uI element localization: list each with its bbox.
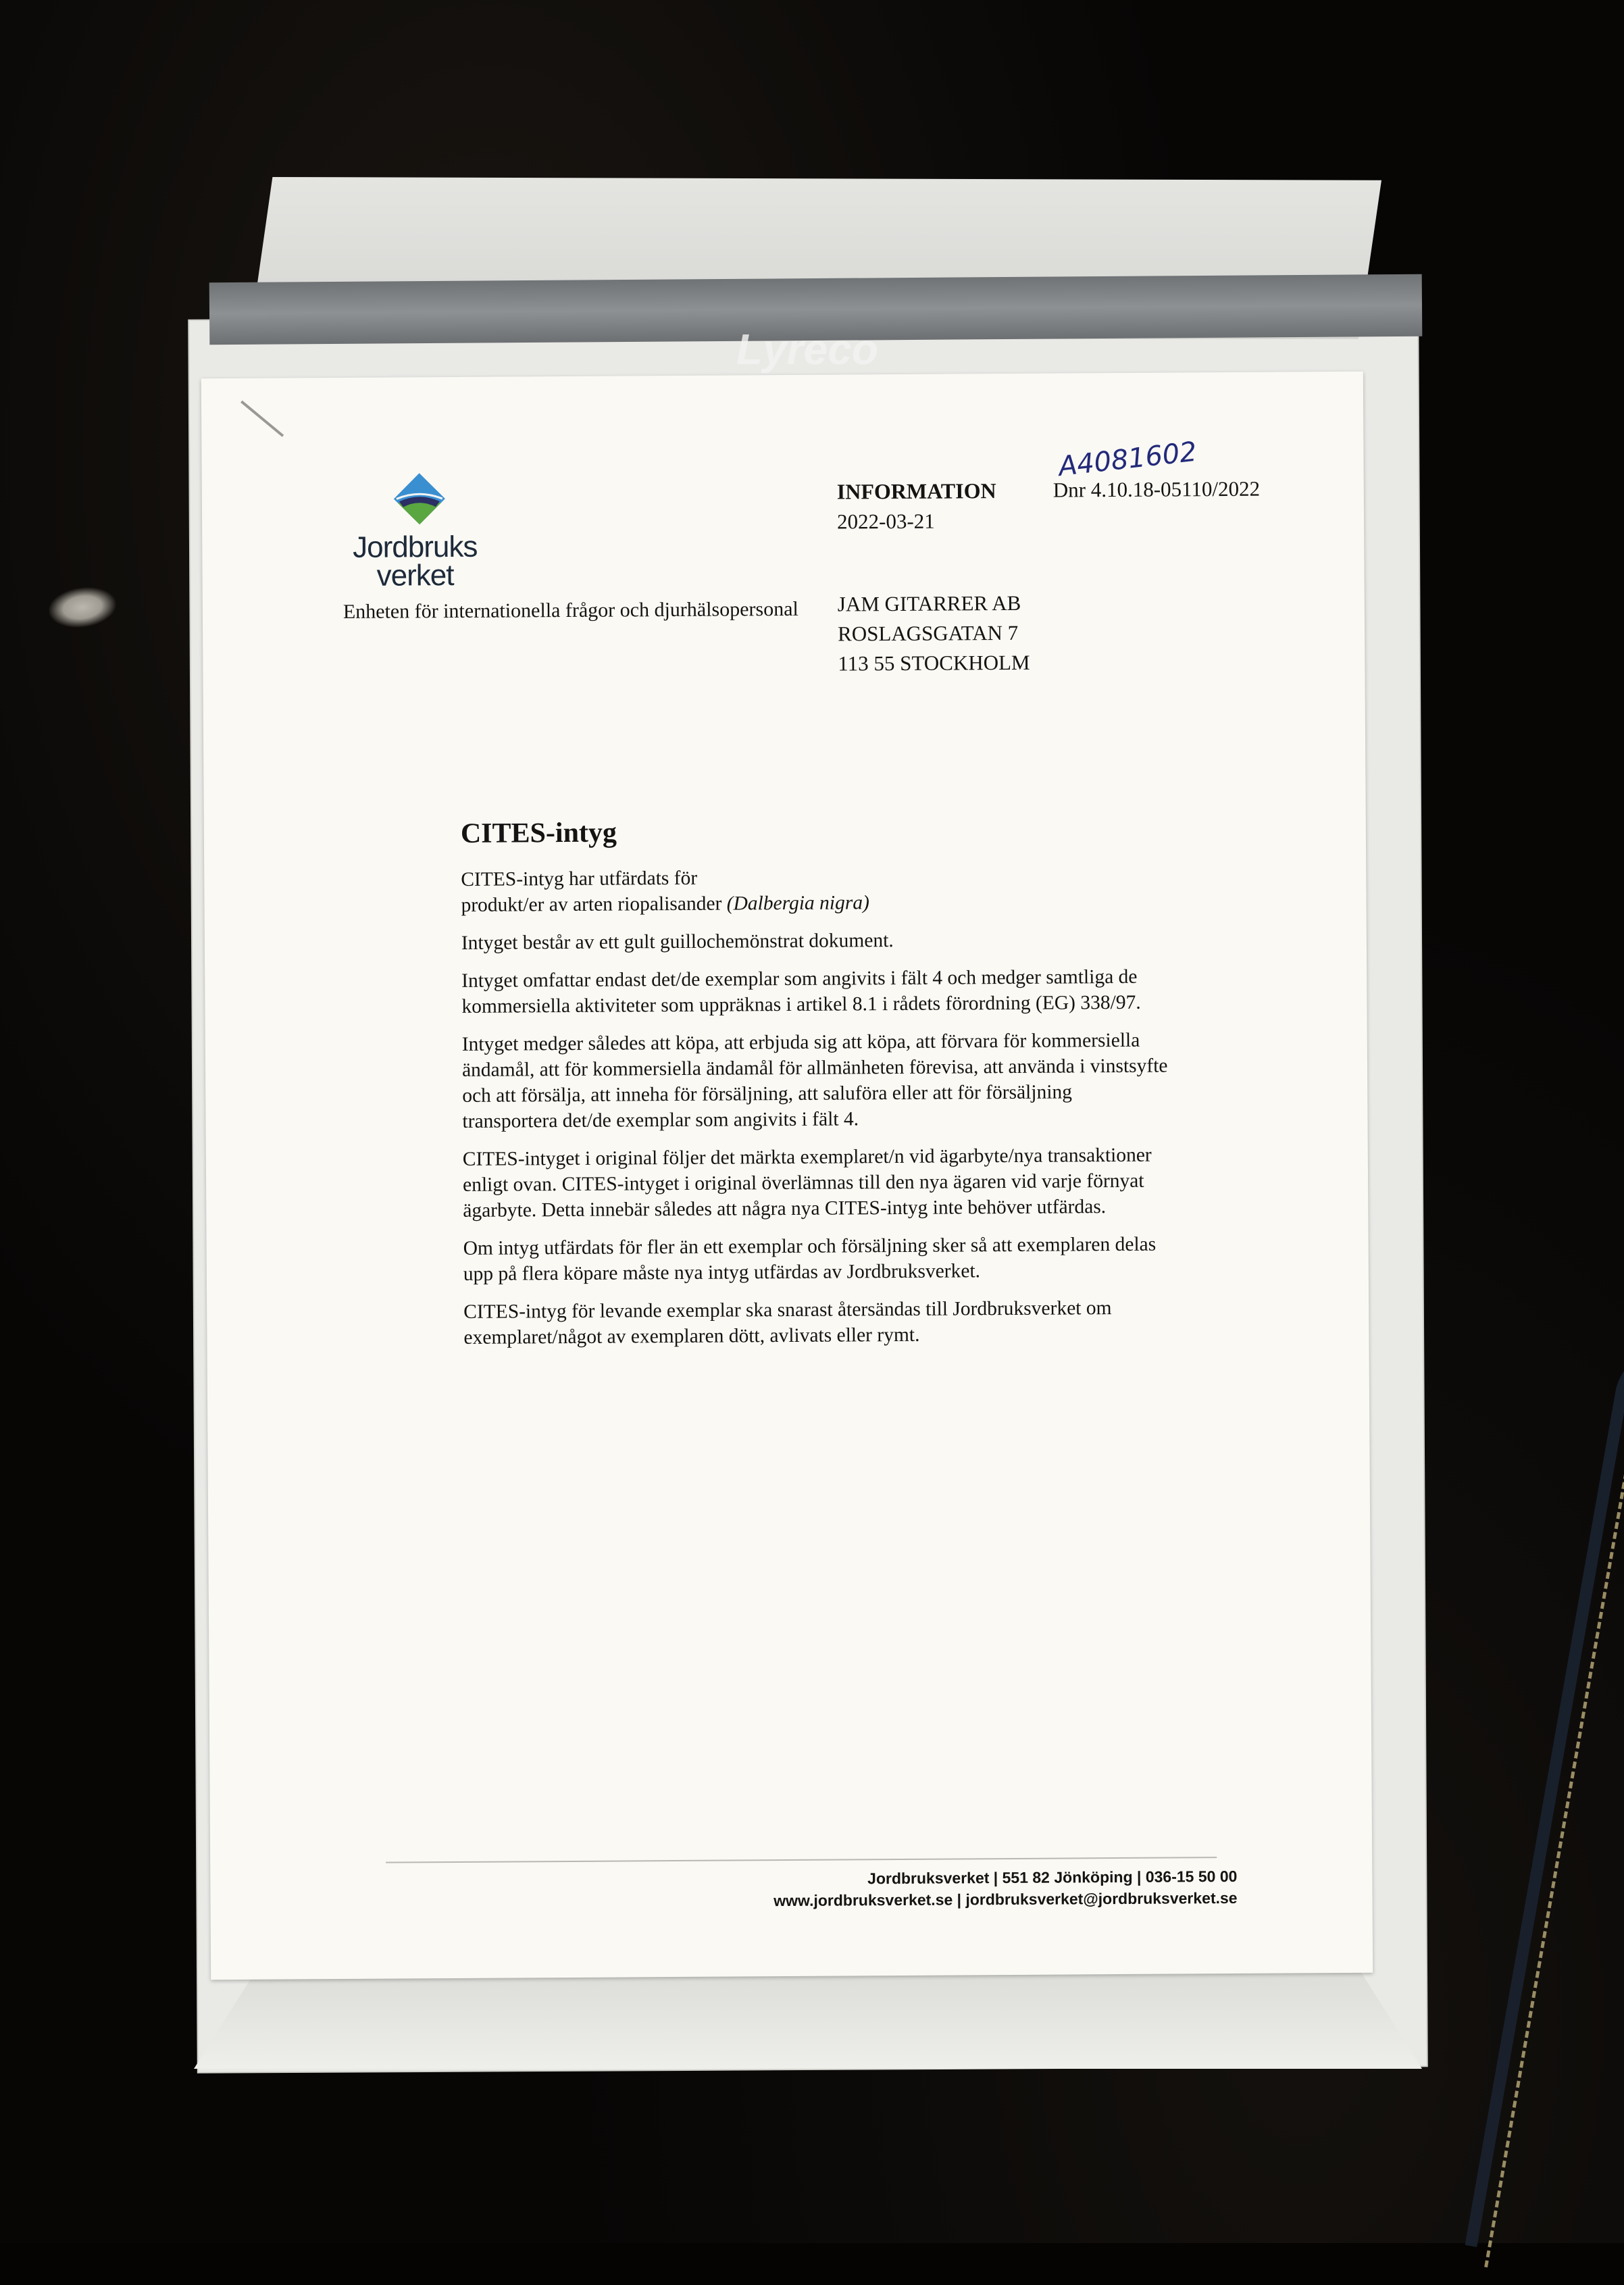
staple <box>240 401 284 437</box>
body-paragraph: Om intyg utfärdats för fler än ett exemplar och försäljning sker så att exemplaren delas upp på flera köpare måste nya intyg utfärdas av Jordbruksverket. <box>463 1233 1157 1285</box>
envelope-bottom-fold <box>194 1972 1422 2069</box>
intro-line2: produkt/er av arten riopalisander <box>461 893 727 916</box>
org-logo <box>347 472 483 591</box>
logo-text-line2: verket <box>376 558 454 593</box>
body-paragraph: CITES-intyget i original följer det märkta exemplaret/n vid ägarbyte/nya transaktioner enligt ovan. CITES-intyget i original överlämnas till den nya ägaren vid varje förnyat ägarbyte. Detta innebär således att några nya CITES-intyg inte behöver utfärdas. <box>462 1144 1152 1222</box>
intro-paragraph <box>461 863 1170 918</box>
intro-line1: CITES-intyg har utfärdats för <box>461 867 698 890</box>
footer-address: Jordbruksverket | 551 82 Jönköping | 036-15 50 00 <box>867 1867 1238 1888</box>
logo-text <box>347 530 483 593</box>
recipient-line: JAM GITARRER AB <box>837 591 1021 616</box>
letter-body <box>461 863 1173 1363</box>
envelope-brand: Lyreco <box>736 325 878 374</box>
letter-page <box>201 372 1373 1980</box>
letter-footer <box>773 1865 1238 1911</box>
footer-divider <box>386 1857 1217 1863</box>
recipient-address <box>838 588 1030 679</box>
letter-title: CITES-intyg <box>460 817 617 849</box>
logo-text-line1: Jordbruks <box>353 530 478 564</box>
body-paragraph: Intyget medger således att köpa, att erbjuda sig att köpa, att förvara för kommersiella ändamål, att för kommersiella ändamål för allmänheten förevisa, att använda i vinstsyfte och att försälja, att inneha för försäljning, att saluföra eller att för försäljning transportera det/de exemplar som angivits i fält 4. <box>461 1029 1168 1132</box>
body-paragraph: Intyget omfattar endast det/de exemplar som angivits i fält 4 och medger samtliga de kommersiella aktiviteter som uppräknas i artikel 8.1 i rådets förordning (EG) 338/97. <box>461 965 1141 1018</box>
handwritten-reference: A4081602 <box>1057 436 1198 483</box>
recipient-line: ROSLAGSGATAN 7 <box>837 620 1019 646</box>
document-dnr: Dnr 4.10.18-05110/2022 <box>1052 476 1261 502</box>
logo-diamond-icon <box>391 472 449 529</box>
recipient-line: 113 55 STOCKHOLM <box>838 650 1030 676</box>
document-type: INFORMATION <box>836 478 996 504</box>
document-date: 2022-03-21 <box>836 509 935 534</box>
body-paragraph: CITES-intyg för levande exemplar ska snarast återsändas till Jordbruksverket om exemplaret/något av exemplaren dött, avlivats eller rymt. <box>463 1297 1112 1349</box>
body-paragraph: Intyget består av ett gult guillochemönstrat dokument. <box>461 930 894 954</box>
species-name: (Dalbergia nigra) <box>726 892 869 915</box>
footer-contact: www.jordbruksverket.se | jordbruksverket@jordbruksverket.se <box>773 1888 1238 1910</box>
sender-unit: Enheten för internationella frågor och djurhälsopersonal <box>342 597 798 623</box>
